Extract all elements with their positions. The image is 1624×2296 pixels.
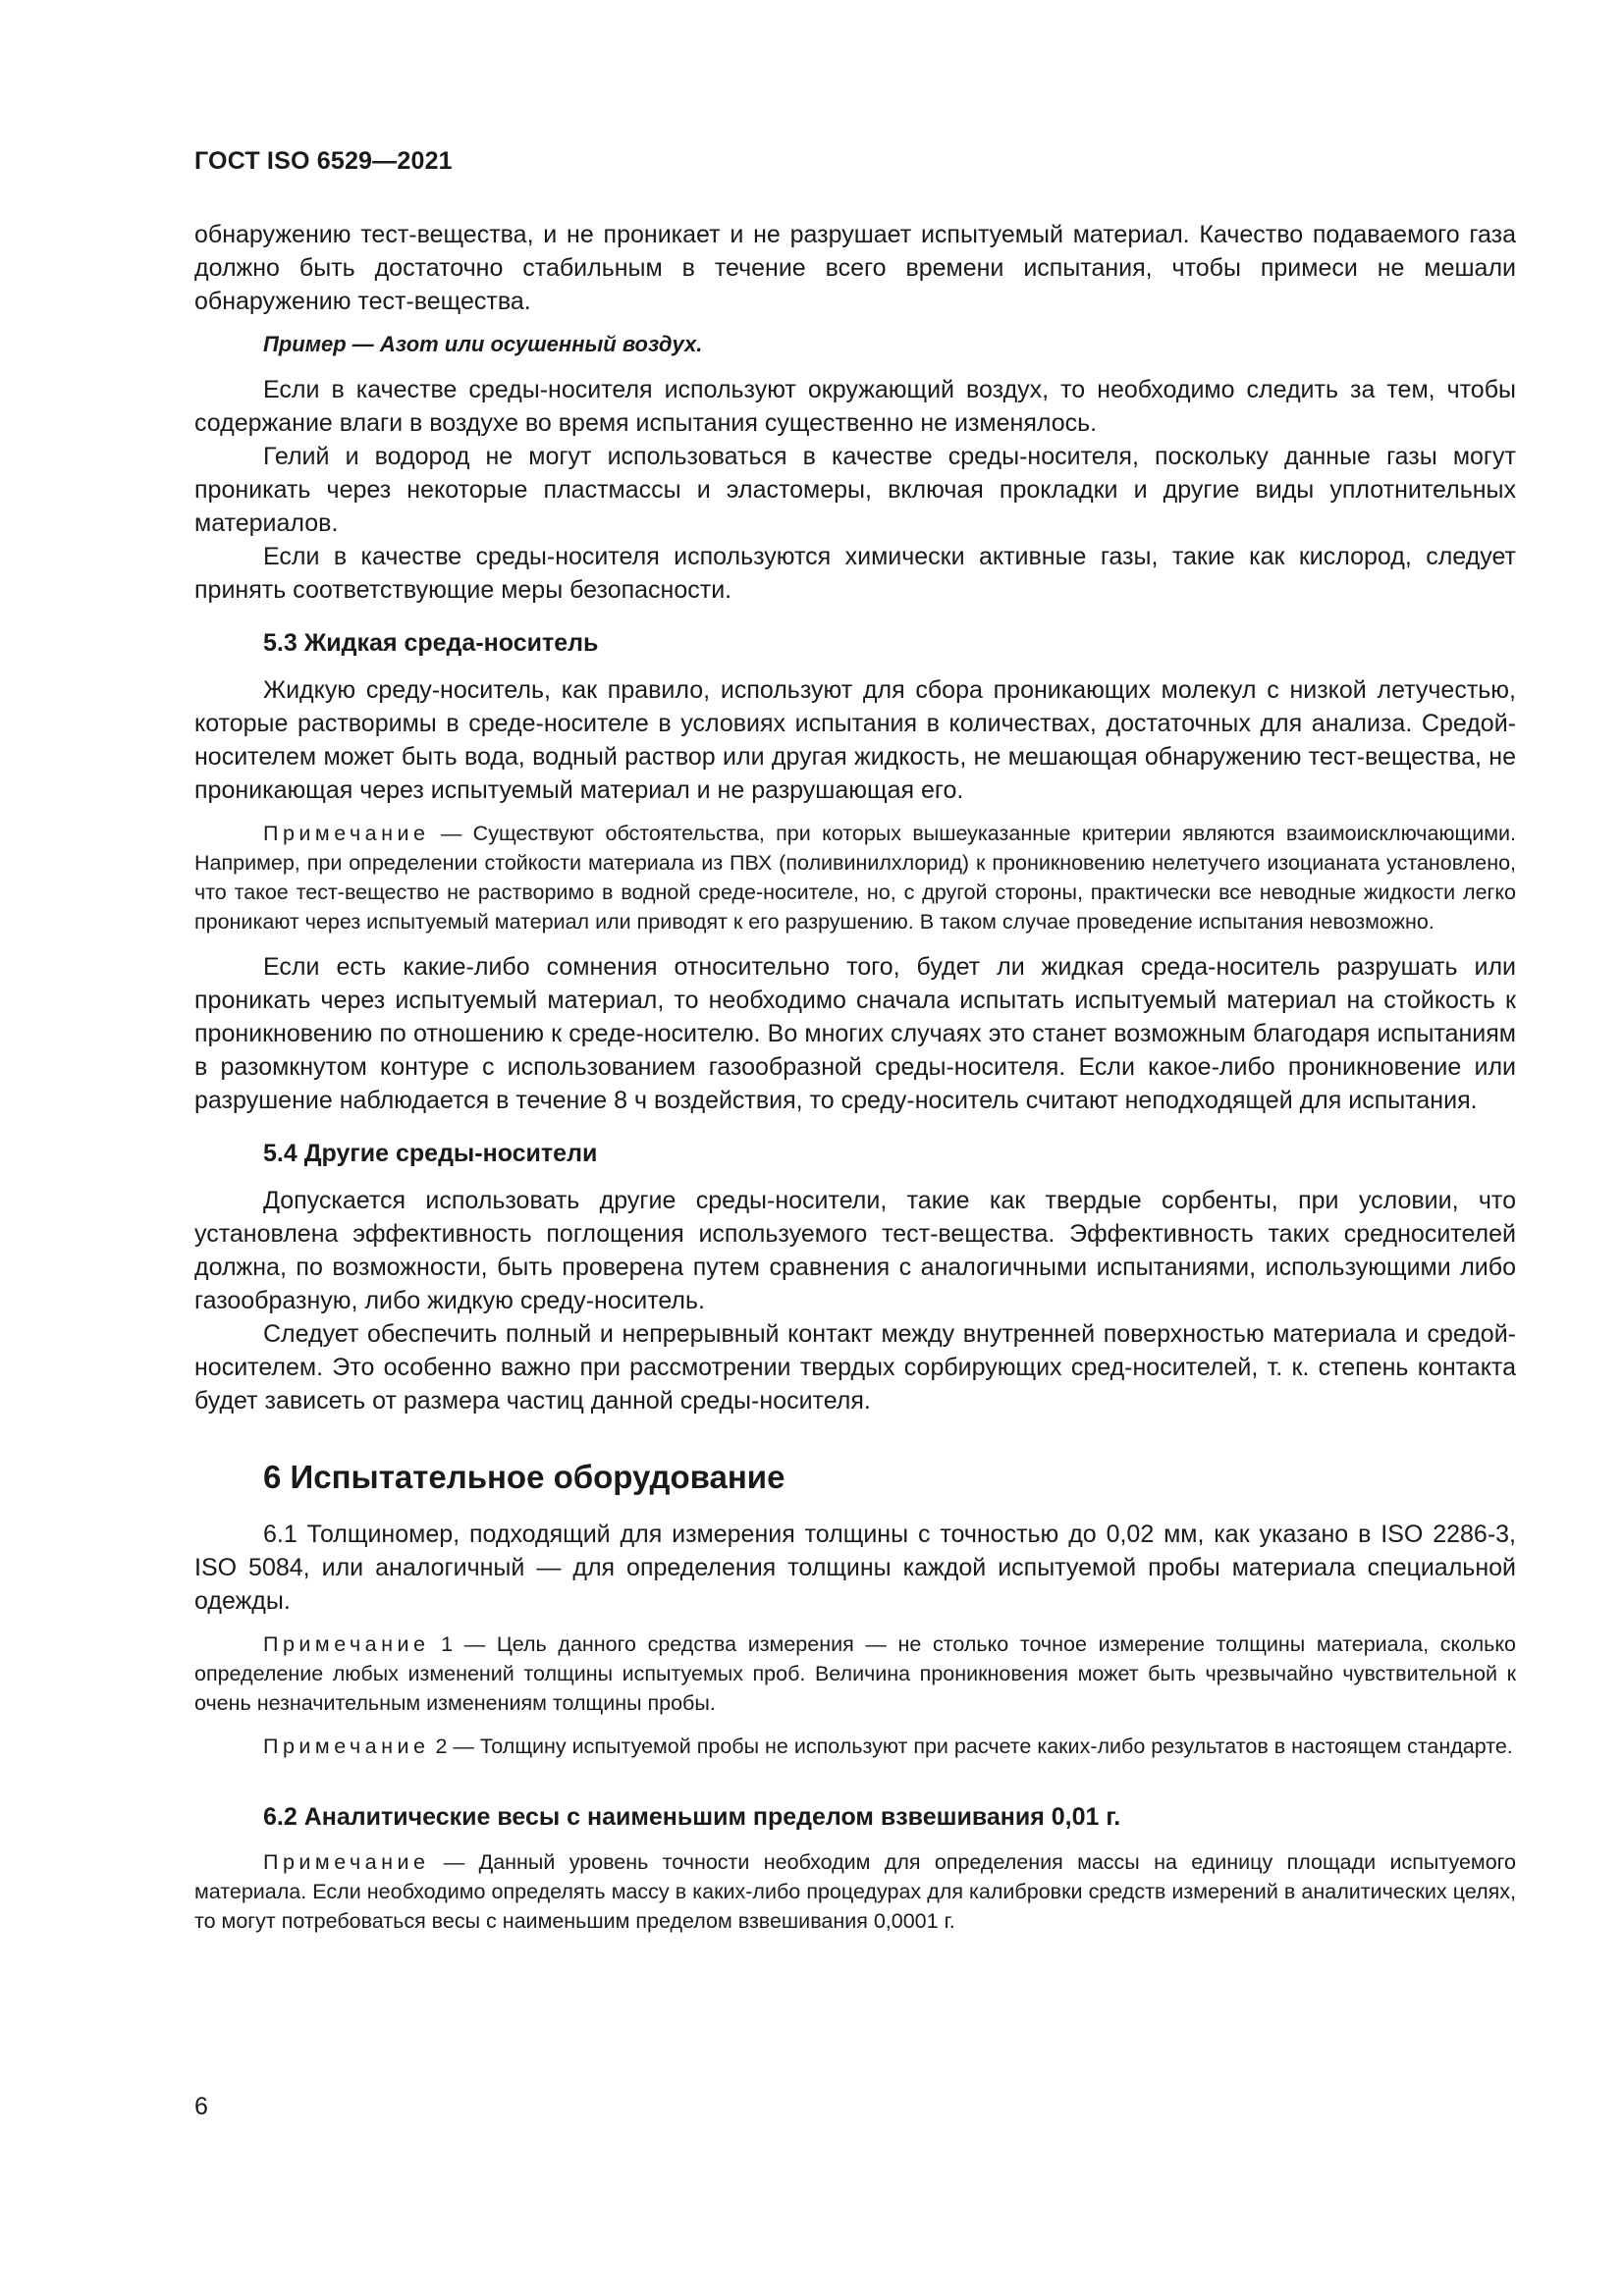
paragraph-continuation: обнаружению тест-вещества, и не проникает и не разрушает испытуемый материал. Качество подаваемого газа должно быть достаточно стабильным в течение всего времени испытания, чтобы примеси не мешали обнаружению тест-вещества. — [194, 221, 1516, 315]
note-label: Примечание — [263, 1850, 430, 1874]
note-6-1-1 — [194, 1629, 1516, 1718]
heading-5-4: 5.4 Другие среды-носители — [263, 1140, 598, 1167]
note-label: Примечание — [263, 822, 430, 845]
note-text: — Данный уровень точности необходим для определения массы на единицу площади испытуемого материала. Если необходимо определять массу в каких-либо процедурах для калибровки средств измерений в аналитических целях, то могут потребоваться весы с наименьшим пределом взвешивания 0,0001 г. — [194, 1850, 1516, 1933]
heading-5-3: 5.3 Жидкая среда-носитель — [263, 629, 599, 657]
paragraph-helium: Гелий и водород не могут использоваться в качестве среды-носителя, поскольку данные газы могут проникать через некоторые пластмассы и эластомеры, включая прокладки и другие виды уплотнительных материалов. — [194, 443, 1516, 537]
note-text: 2 — Толщину испытуемой пробы не используют при расчете каких-либо результатов в настоящем стандарте. — [435, 1735, 1513, 1758]
paragraph-active-gases: Если в качестве среды-носителя используются химически активные газы, такие как кислород, следует принять соответствующие меры безопасности. — [194, 543, 1516, 604]
note-5-3 — [194, 819, 1516, 936]
paragraph-liquid-carrier: Жидкую среду-носитель, как правило, используют для сбора проникающих молекул с низкой летучестью, которые растворимы в среде-носителе в условиях испытания в количествах, достаточных для анализа. Средой-носителем может быть вода, водный раствор или другая жидкость, не мешающая обнаружению тест-вещества, не проникающая через испытуемый материал и не разрушающая его. — [194, 676, 1516, 804]
paragraph-other-carriers: Допускается использовать другие среды-носители, такие как твердые сорбенты, при условии, что установлена эффективность поглощения используемого тест-вещества. Эффективность таких средносителей должна, по возможности, быть проверена путем сравнения с аналогичными испытаниями, использующими либо газообразную, либо жидкую среду-носитель. — [194, 1187, 1516, 1314]
paragraph-ambient-air: Если в качестве среды-носителя используют окружающий воздух, то необходимо следить за тем, чтобы содержание влаги в воздухе во время испытания существенно не изменялось. — [194, 376, 1516, 437]
heading-6-2: 6.2 Аналитические весы с наименьшим пределом взвешивания 0,01 г. — [263, 1803, 1121, 1831]
note-text: 1 — Цель данного средства измерения — не столько точное измерение толщины материала, сколько определение любых изменений толщины испытуемых проб. Величина проникновения может быть чрезвычайно чувствительной к очень незначительным изменениям толщины пробы. — [194, 1632, 1516, 1715]
paragraph-doubt: Если есть какие-либо сомнения относительно того, будет ли жидкая среда-носитель разрушать или проникать через испытуемый материал, то необходимо сначала испытать испытуемый материал на стойкость к проникновению по отношению к среде-носителю. Во многих случаях это станет возможным благодаря испытаниям в разомкнутом контуре с использованием газообразной среды-носителя. Если какое-либо проникновение или разрушение наблюдается в течение 8 ч воздействия, то среду-носитель считают неподходящей для испытания. — [194, 953, 1516, 1114]
doc-id: ГОСТ ISO 6529—2021 — [194, 147, 453, 175]
note-text: — Существуют обстоятельства, при которых вышеуказанные критерии являются взаимоисключающими. Например, при определении стойкости материала из ПВХ (поливинилхлорид) к проникновению нелетучего изоцианата установлено, что такое тест-вещество не растворимо в водной среде-носителе, но, с другой стороны, практически все неводные жидкости легко проникают через испытуемый материал или приводят к его разрушению. В таком случае проведение испытания невозможно. — [194, 822, 1516, 934]
note-label: Примечание — [263, 1735, 430, 1758]
page-body — [194, 218, 1516, 1949]
note-6-2 — [194, 1847, 1516, 1936]
paragraph-6-1: 6.1 Толщиномер, подходящий для измерения толщины с точностью до 0,02 мм, как указано в ISO 2286-3, ISO 5084, или аналогичный — для определения толщины каждой испытуемой пробы материала специальной одежды. — [194, 1521, 1516, 1615]
page-number: 6 — [194, 2093, 208, 2120]
paragraph-contact: Следует обеспечить полный и непрерывный контакт между внутренней поверхностью материала и средой-носителем. Это особенно важно при рассмотрении твердых сорбирующих сред-носителей, т. к. степень контакта будет зависеть от размера частиц данной среды-носителя. — [194, 1320, 1516, 1415]
example-line: Пример — Азот или осушенный воздух. — [263, 332, 703, 356]
heading-6: 6 Испытательное оборудование — [263, 1459, 785, 1495]
note-6-1-2 — [194, 1732, 1516, 1761]
note-label: Примечание — [263, 1632, 430, 1656]
